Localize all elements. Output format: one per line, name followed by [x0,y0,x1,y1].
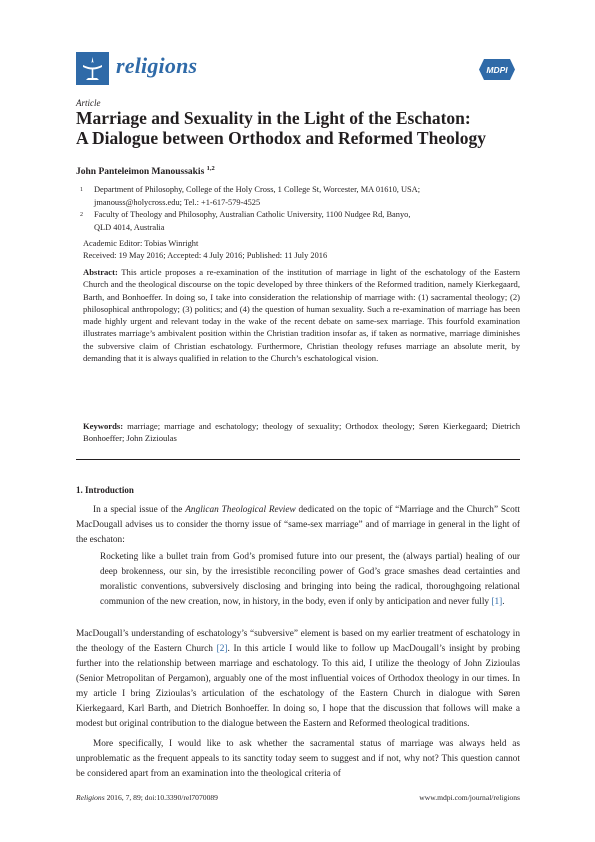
paragraph-2: MacDougall’s understanding of eschatology’s “subversive” element is based on my earlier treatment of eschatology in the theology of the Eastern Church [2]. In this article I would like to follow up MacDougall’s insight by probing further into the relationship between marriage and eschatology. To this aid, I utilize the theology of John Zizioulas (Senior Metropolitan of Pergamon), arguably one of the most influential voices of Orthodox theology in our times. In my article I bring Zizioulas’s articulation of the eschatology of the Eastern Church in dialogue with Søren Kierkegaard, Karl Barth, and Dietrich Bonhoeffer. In doing so, I hope that the discussion that follows will make a modest but original contribution to the dialogue between the Eastern and Reformed theological traditions. [76,629,520,729]
mdpi-logo-icon [478,58,516,81]
abstract [83,266,520,364]
religions-journal-logo-icon [76,52,109,85]
affiliation-1: Department of Philosophy, College of the Holy Cross, 1 College St, Worcester, MA 01610, USA; jmanouss@holycross.edu; Tel.: +1-617-579-4525 [94,185,421,207]
affiliation-2: Faculty of Theology and Philosophy, Australian Catholic University, 1100 Nudgee Rd, Banyo, QLD 4014, Australia [94,210,411,232]
abstract-text: This article proposes a re-examination of the institution of marriage in light of the eschatology of the Eastern Church and the theological discourse on the topic developed by three thinkers of the Reformed tradition, namely Kierkegaard, Barth, and Bonhoeffer. In doing so, I take into consideration the relationship of marriage with: (1) sacramental theology; (2) philosophical anthropology; (3) politics; and (4) the question of human sexuality. Such a re-examination of marriage has been made highly urgent and relevant today in the wake of the recent debate on same-sex marriage. This fourfold examination illustrates marriage’s ambivalent position within the Christian tradition insofar as, if taken as normative, marriage diminishes the subversive claim of Christian eschatology. Furthermore, Christian theology refuses marriage an absolute merit, by demanding that it is always qualified in relation to the Church’s eschatological vision. [83,267,521,364]
reference-link-2[interactable]: [2] [216,644,228,654]
article-type: Article [76,98,101,108]
keywords-label: Keywords: [83,421,124,431]
keywords-text: marriage; marriage and eschatology; theology of sexuality; Orthodox theology; Søren Kierkegaard; Dietrich Bonhoeffer; John Zizioulas [83,421,520,444]
author-name: John Panteleimon Manoussakis [76,167,205,178]
paragraph-3: More specifically, I would like to ask whether the sacramental status of marriage was always held as unproblematic as the frequent appeals to its sanctity today seem to suggest and if not, why not? This question cannot be considered apart from an examination into the theological criteria of [76,739,520,779]
mdpi-logo-text: MDPI [486,65,508,75]
section-heading: 1. Introduction [76,485,134,495]
affiliation-2-number: 2 [80,212,83,218]
title-line-2: A Dialogue between Orthodox and Reformed Theology [76,128,486,148]
section-divider [76,459,520,460]
journal-title-citation: Anglican Theological Review [185,505,296,515]
author-affiliation-marks: 1,2 [206,165,215,172]
title-line-1: Marriage and Sexuality in the Light of the Eschaton: [76,108,471,128]
paragraph-1: In a special issue of the Anglican Theological Review dedicated on the topic of “Marriage and the Church” Scott MacDougall advises us to consider the thorny issue of “same-sex marriage” and of marriage in general in the light of the eschaton: [76,505,520,545]
author-line [76,165,215,177]
abstract-label: Abstract: [83,267,118,277]
footer-citation: Religions 2016, 7, 89; doi:10.3390/rel7070089 [76,793,218,802]
academic-editor: Academic Editor: Tobias Winright [83,239,199,248]
publication-dates: Received: 19 May 2016; Accepted: 4 July 2016; Published: 11 July 2016 [83,251,328,260]
affiliation-1-number: 1 [80,187,83,193]
block-quote: Rocketing like a bullet train from God’s promised future into our present, the (always partial) healing of our deep brokenness, our sin, by the irresistible reconciling power of God’s grace smashes dead certainties and moralistic conventions, subversively disclosing and bringing into being the radical, thoroughgoing relational communion of the new creation, now, in history, in the body, even if only by anticipation and never fully [1]. [100,552,520,607]
reference-link-1[interactable]: [1] [491,597,503,607]
article-title [76,108,536,148]
footer-journal-url[interactable]: www.mdpi.com/journal/religions [419,793,520,802]
journal-name: religions [116,53,198,78]
keywords [83,420,520,445]
